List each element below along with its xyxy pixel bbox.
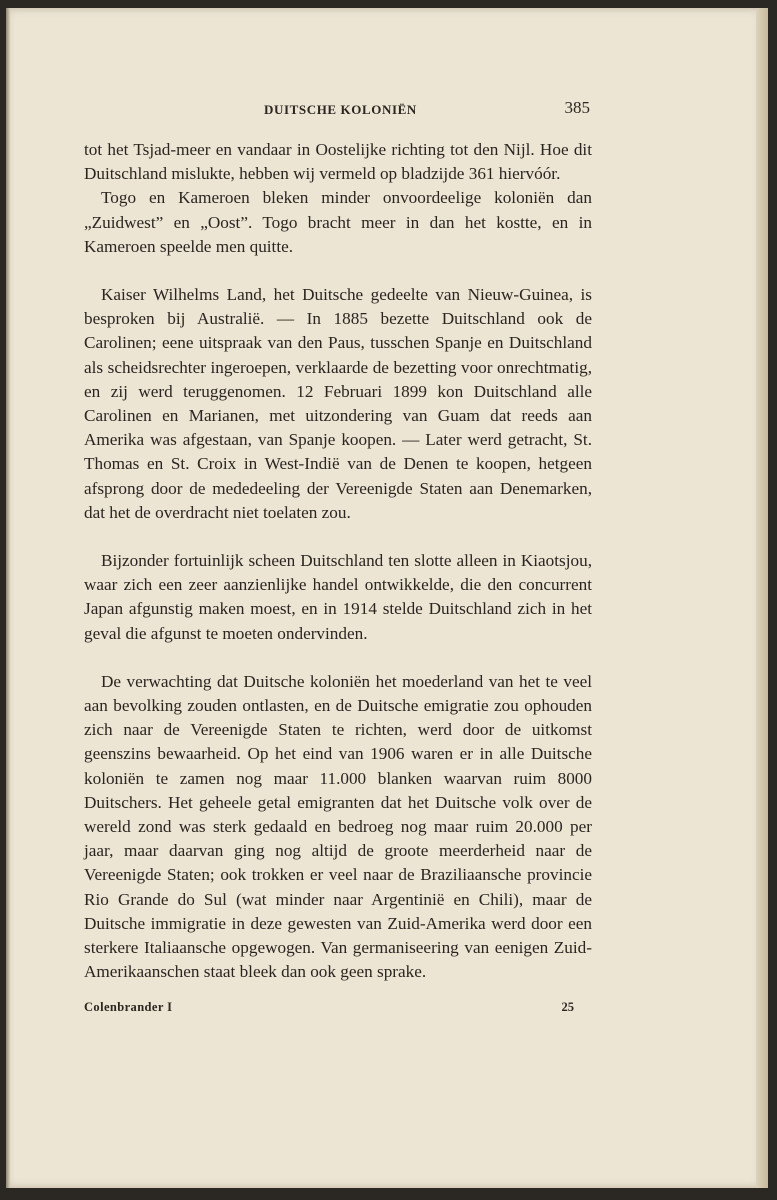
page-body: [84, 138, 592, 985]
paragraph-5: De verwachting dat Duitsche koloniën het moederland van het te veel aan bevolking zouden ontlasten, en de Duitsche emigratie zou ophouden zich naar de Vereenigde Staten te richten, werd door de uitkomst geenszins bewaarheid. Op het eind van 1906 waren er in alle Duitsche koloniën te zamen nog maar 11.000 blanken waarvan ruim 8000 Duitschers. Het geheele getal emigranten dat het Duitsche volk over de wereld zond was sterk gedaald en bedroeg nog maar ruim 20.000 per jaar, maar daarvan ging nog altijd de groote meerderheid naar de Vereenigde Staten; ook trokken er veel naar de Braziliaansche provincie Rio Grande do Sul (wat minder naar Argentinië en Chili), maar de Duitsche immigratie in deze gewesten van Zuid-Amerika werd door een sterkere Italiaansche opgewogen. Van germaniseering van eenigen Zuid-Amerikaanschen staat bleek dan ook geen sprake.: [84, 671, 592, 982]
footer-sheet-number: 25: [561, 1000, 574, 1014]
page-binding-edge: [6, 8, 10, 1188]
running-title: DUITSCHE KOLONIËN: [264, 102, 417, 117]
page-header: [84, 98, 590, 122]
footer-signature: Colenbrander I: [84, 1000, 173, 1014]
paragraph-3: Kaiser Wilhelms Land, het Duitsche gedeelte van Nieuw-Guinea, is besproken bij Australië. — In 1885 bezette Duitschland ook de Carolinen; eene uitspraak van den Paus, tusschen Spanje en Duitschland als scheidsrechter ingeroepen, verklaarde de bezetting voor onrechtmatig, en zij werd teruggenomen. 12 Februari 1899 kon Duitschland alle Carolinen en Marianen, met uitzondering van Guam dat reeds aan Amerika was afgestaan, van Spanje koopen. — Later werd getracht, St. Thomas en St. Croix in West-Indië van de Denen te koopen, hetgeen afsprong door de mededeeling der Vereenigde Staten aan Denemarken, dat het de overdracht niet toelaten zou.: [84, 285, 592, 522]
paragraph-2: Togo en Kameroen bleken minder onvoordeelige koloniën dan „Zuidwest” en „Oost”. Togo bracht meer in dan het kostte, en in Kameroen speelde men quitte.: [84, 188, 592, 256]
page-fore-edge: [756, 8, 768, 1188]
book-page: [6, 8, 768, 1188]
page-footer: [84, 1000, 574, 1020]
paragraph-1: tot het Tsjad-meer en vandaar in Oostelijke richting tot den Nijl. Hoe dit Duitschland mislukte, hebben wij vermeld op bladzijde 361 hiervóór.: [84, 140, 592, 184]
page-number: 385: [564, 98, 590, 117]
paragraph-4: Bijzonder fortuinlijk scheen Duitschland ten slotte alleen in Kiaotsjou, waar zich een zeer aanzienlijke handel ontwikkelde, die den concurrent Japan afgunstig maken moest, en in 1914 stelde Duitschland zich in het geval die afgunst te moeten ondervinden.: [84, 551, 592, 643]
